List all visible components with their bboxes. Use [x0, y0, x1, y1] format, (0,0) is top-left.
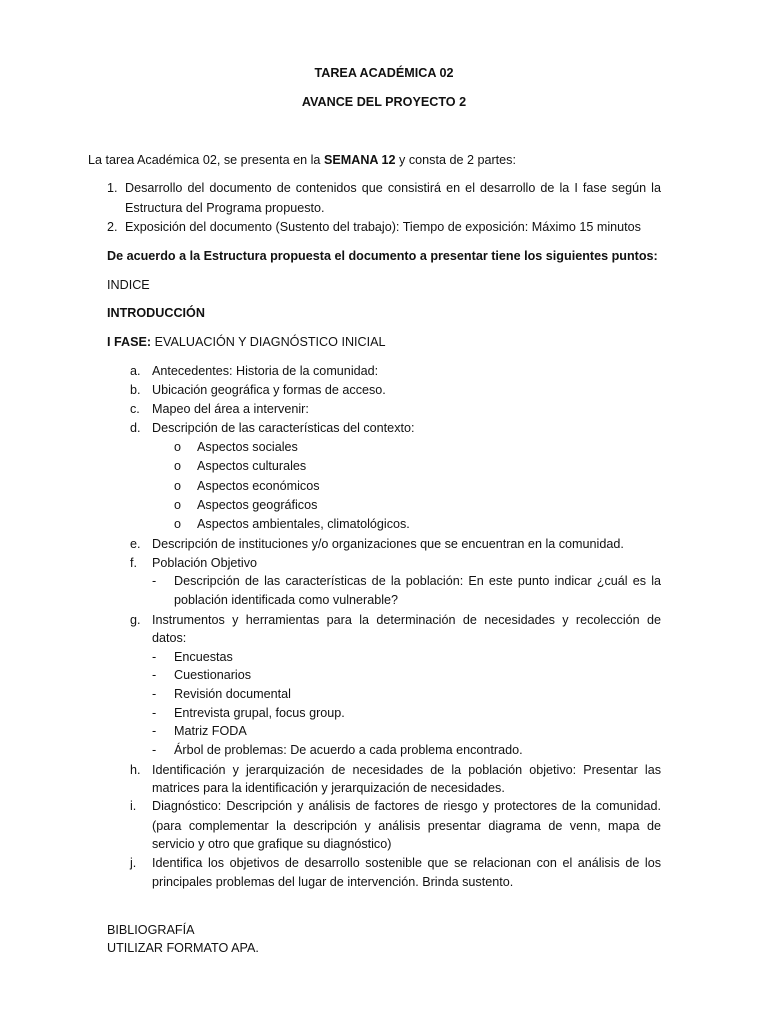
item-g-sub-6-marker: -: [152, 743, 157, 757]
bibliografia-heading: BIBLIOGRAFÍA: [107, 923, 195, 937]
item-g-marker: g.: [130, 613, 141, 627]
part-1-marker: 1.: [107, 181, 118, 195]
document-subtitle: AVANCE DEL PROYECTO 2: [301, 95, 467, 109]
formato-note: UTILIZAR FORMATO APA.: [107, 941, 259, 955]
part-1-line-1: Desarrollo del documento de contenidos que consistirá en el desarrollo de la I fase según la: [125, 181, 661, 195]
item-g-line-2: datos:: [152, 631, 187, 645]
item-g-sub-5-marker: -: [152, 724, 157, 738]
item-c-marker: c.: [130, 402, 140, 416]
item-g-sub-2-text: Cuestionarios: [174, 668, 252, 682]
indice-heading: INDICE: [107, 278, 150, 292]
points-heading: De acuerdo a la Estructura propuesta el documento a presentar tiene los siguientes puntos:: [107, 249, 658, 263]
intro-text-after: y consta de 2 partes:: [395, 153, 516, 167]
item-f-sub-line-2: población identificada como vulnerable?: [174, 593, 399, 607]
item-a-marker: a.: [130, 364, 141, 378]
item-i-line-3: servicio y otro que grafique su diagnóstico): [152, 837, 392, 851]
document-title: TAREA ACADÉMICA 02: [314, 66, 454, 80]
item-g-sub-5-text: Matriz FODA: [174, 724, 247, 738]
item-g-sub-1-text: Encuestas: [174, 650, 233, 664]
item-i-line-2: (para complementar la descripción y análisis presentar diagrama de venn, mapa de: [152, 819, 661, 833]
item-g-sub-4-marker: -: [152, 706, 157, 720]
item-j-marker: j.: [130, 856, 137, 870]
part-2-marker: 2.: [107, 220, 118, 234]
fase-heading: [107, 336, 386, 349]
intro-text-before: La tarea Académica 02, se presenta en la: [88, 153, 324, 167]
item-d-sub-3-text: Aspectos económicos: [197, 479, 320, 493]
item-g-sub-4-text: Entrevista grupal, focus group.: [174, 706, 345, 720]
item-h-marker: h.: [130, 763, 141, 777]
item-j-line-1: Identifica los objetivos de desarrollo sostenible que se relacionan con el análisis de los: [152, 856, 661, 870]
item-i-marker: i.: [130, 799, 137, 813]
item-d-sub-4-text: Aspectos geográficos: [197, 498, 318, 512]
item-f-marker: f.: [130, 556, 137, 570]
item-f-text: Población Objetivo: [152, 556, 258, 570]
item-d-sub-5-marker: o: [174, 517, 182, 531]
item-g-sub-3-marker: -: [152, 687, 157, 701]
item-d-sub-1-marker: o: [174, 440, 182, 454]
item-g-sub-6-text: Árbol de problemas: De acuerdo a cada problema encontrado.: [174, 743, 523, 757]
item-f-sub-marker: -: [152, 574, 157, 588]
item-d-sub-5-text: Aspectos ambientales, climatológicos.: [197, 517, 410, 531]
item-d-sub-2-marker: o: [174, 459, 182, 473]
introduccion-heading: INTRODUCCIÓN: [107, 306, 205, 320]
item-d-sub-4-marker: o: [174, 498, 182, 512]
item-g-line-1: Instrumentos y herramientas para la determinación de necesidades y recolección de: [152, 613, 661, 627]
item-b-marker: b.: [130, 383, 141, 397]
item-d-sub-2-text: Aspectos culturales: [197, 459, 307, 473]
item-d-sub-1-text: Aspectos sociales: [197, 440, 298, 454]
part-1-line-2: Estructura del Programa propuesto.: [125, 201, 325, 215]
item-j-line-2: principales problemas del lugar de intervención. Brinda sustento.: [152, 875, 514, 889]
item-b-text: Ubicación geográfica y formas de acceso.: [152, 383, 386, 397]
item-a-text: Antecedentes: Historia de la comunidad:: [152, 364, 379, 378]
item-d-marker: d.: [130, 421, 141, 435]
item-g-sub-1-marker: -: [152, 650, 157, 664]
fase-label: I FASE:: [107, 335, 152, 349]
item-h-line-1: Identificación y jerarquización de necesidades de la población objetivo: Presentar las: [152, 763, 661, 777]
intro-paragraph: [88, 154, 516, 167]
item-e-text: Descripción de instituciones y/o organizaciones que se encuentran en la comunidad.: [152, 537, 624, 551]
item-d-text: Descripción de las características del contexto:: [152, 421, 415, 435]
item-f-sub-line-1: Descripción de las características de la población: En este punto indicar ¿cuál es la: [174, 574, 661, 588]
part-2-text: Exposición del documento (Sustento del trabajo): Tiempo de exposición: Máximo 15 minutos: [125, 220, 641, 234]
item-i-line-1: Diagnóstico: Descripción y análisis de factores de riesgo y protectores de la comunidad.: [152, 799, 661, 813]
fase-text: EVALUACIÓN Y DIAGNÓSTICO INICIAL: [151, 335, 386, 349]
item-c-text: Mapeo del área a intervenir:: [152, 402, 309, 416]
intro-week: SEMANA 12: [323, 153, 396, 167]
item-d-sub-3-marker: o: [174, 479, 182, 493]
item-g-sub-2-marker: -: [152, 668, 157, 682]
item-e-marker: e.: [130, 537, 141, 551]
item-h-line-2: matrices para la identificación y jerarquización de necesidades.: [152, 781, 505, 795]
item-g-sub-3-text: Revisión documental: [174, 687, 291, 701]
